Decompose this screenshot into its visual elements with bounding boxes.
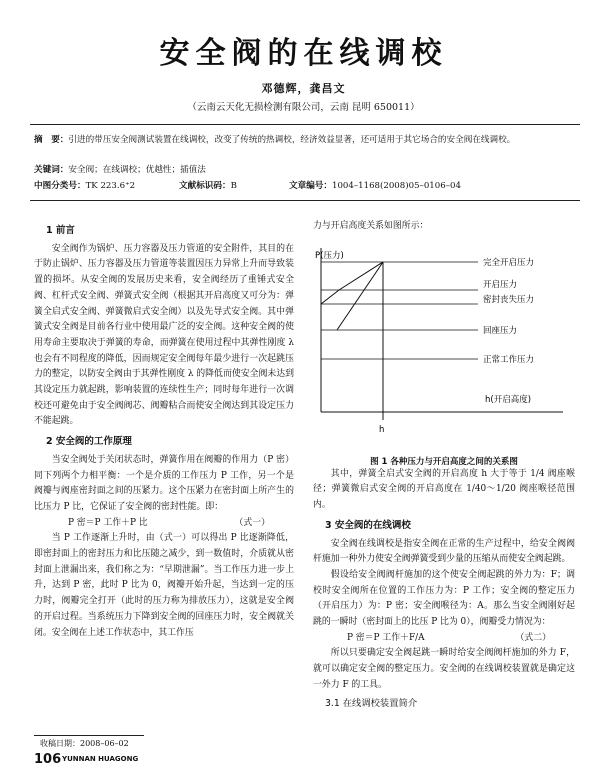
authors: 邓德辉，龚昌文 (261, 82, 346, 95)
section-3-heading: 3 安全阀的在线调校 (325, 519, 411, 531)
section-2-paragraph-1: 当安全阀处于关闭状态时，弹簧作用在阀瓣的作用力（P 密）同下列两个力相平衡：一个是介质的工作压力 P 工作，另一个是阀瓣与阀座密封面之间的压紧力。这个压紧力在密封面上所产生的比压力 P 比，它保证了安全阀的密封性能。即： (34, 454, 294, 512)
clc-value: TK 223.6⁺2 (85, 181, 136, 191)
section-1-paragraph: 安全阀作为锅炉、压力容器及压力管道的安全附件，其目的在于防止锅炉、压力容器及压力管道等装置因压力异常上升而导致装置的损坏。从安全阀的发展历史来看，安全阀经历了重锤式安全阀、杠杆式安全阀、弹簧式安全阀（根据其开启高度又可分为：弹簧全启式安全阀、弹簧微启式安全阀）以及先导式安全阀。其中弹簧式安全阀是目前各行业中使用最广泛的安全阀。这种安全阀的使用寿命主要取决于弹簧的寿命，而弹簧在使用过程中其弹性刚度 λ 也会有不同程度的降低，因而规定安全阀每年最少进行一次起跳压力的整定，以防安全阀由于其弹性刚度 λ 的降低而使安全阀未达到其设定压力就起跳，影响装置的连续性生产；同时每年进行一次调校还可避免由于安全阀阀芯、阀瓣粘合而使安全阀达到其设定压力不能起跳。 (34, 243, 294, 427)
figure-x-label: h(开启高度) (485, 395, 532, 405)
equation-2-body: P 密＝P 工作＋F/A (347, 632, 425, 643)
abstract (34, 133, 574, 147)
equation-1-tag: （式一） (234, 517, 270, 528)
keywords (34, 163, 574, 177)
label-reseat-pressure: 回座压力 (483, 326, 518, 336)
keywords-label: 关键词： (34, 165, 69, 175)
figure-intro: 力与开启高度关系如图所示： (313, 221, 429, 231)
section-1-heading: 1 前言 (46, 225, 75, 236)
classification-line (34, 179, 574, 193)
section-3-1-heading: 3.1 在线调校装置简介 (325, 697, 418, 709)
received-date: 收稿日期：2008–06–02 (40, 739, 129, 748)
article-no-label: 文章编号： (289, 181, 332, 191)
section-2-heading: 2 安全阀的工作原理 (46, 436, 132, 448)
left-column (34, 219, 294, 641)
clc-label: 中图分类号： (34, 181, 86, 191)
article-no-value: 1004–1168(2008)05–0106–04 (331, 181, 461, 191)
label-seal-loss-pressure: 密封丧失压力 (483, 295, 535, 305)
affiliation: （云南云天化无损检测有限公司，云南 昆明 650011） (187, 102, 420, 113)
section-3-paragraph-2: 假设给安全阀阀杆施加的这个使安全阀起跳的外力为：F；调校时安全阀所在位置的工作压力为：P 工作；安全阀的整定压力（开启压力）为：P 密；安全阀喉径为：A。那么当安全阀刚好起跳的一瞬时（密封面上的比压 P 比为 0），阀瓣受力情况为： (313, 569, 575, 628)
equation-2-tag: （式二） (515, 632, 551, 643)
footer-rule (34, 735, 144, 736)
reseat-curve (337, 262, 383, 330)
equation-1-body: P 密＝P 工作＋P 比 (68, 517, 148, 528)
figure-h-mark: h (379, 425, 385, 435)
header-rule (30, 124, 580, 125)
abstract-text: 引进的带压安全阀测试装置在线调校，改变了传统的热调校，经济效益显著，还可适用于其它场合的安全阀在线调校。 (68, 135, 516, 145)
abstract-label: 摘 要： (34, 135, 69, 145)
equation-1 (34, 516, 294, 532)
page-number: 106 (34, 752, 62, 767)
meta-rule (30, 200, 580, 201)
journal-name: YUNNAN HUAGONG (62, 755, 139, 763)
figure-caption: 图 1 各种压力与开启高度之间的关系图 (370, 457, 518, 467)
keywords-text: 安全阀；在线调校；优越性；插值法 (68, 165, 206, 175)
paper-title: 安全阀的在线调校 (159, 36, 448, 71)
label-full-open-pressure: 完全开启压力 (483, 258, 535, 268)
equation-2 (313, 631, 575, 647)
opening-height-paragraph: 其中，弹簧全启式安全阀的开启高度 h 大于等于 1/4 阀座喉径；弹簧微启式安全阀的开启高度在 1/40～1/20 阀座喉径范围内。 (313, 468, 575, 511)
figure-y-label: P(压力) (315, 251, 344, 261)
label-working-pressure: 正常工作压力 (483, 355, 535, 365)
section-3-paragraph-3: 所以只要确定安全阀起跳一瞬时给安全阀阀杆施加的外力 F，就可以确定安全阀的整定压力。安全阀的在线调校装置就是确定这一外力 F 的工具。 (313, 648, 575, 690)
section-3-paragraph-1: 安全阀在线调校是指安全阀在正常的生产过程中，给安全阀阀杆施加一种外力使安全阀弹簧受到少量的压缩从而使安全阀起跳。 (313, 538, 575, 565)
label-opening-pressure: 开启压力 (483, 280, 518, 290)
doc-code-label: 文献标识码： (179, 181, 231, 191)
doc-code-value: B (230, 181, 237, 191)
pressure-height-figure (313, 242, 575, 462)
section-2-paragraph-2: 当 P 工作逐渐上升时，由（式一）可以得出 P 比逐渐降低，即密封面上的密封压力和比压随之减少，到一数值时，介质就从密封面上泄漏出来，我们称之为：“早期泄漏”。当工作压力进一步上升，达到 P 密，此时 P 比为 0，阀瓣开始升起，当达到一定的压力时，阀瓣完全打开（此时的压力称为排放压力），这就是安全阀的开启过程。当系统压力下降到安全阀的回座压力时，安全阀就关闭。安全阀在上述工作状态中，其工作压 (34, 533, 294, 638)
